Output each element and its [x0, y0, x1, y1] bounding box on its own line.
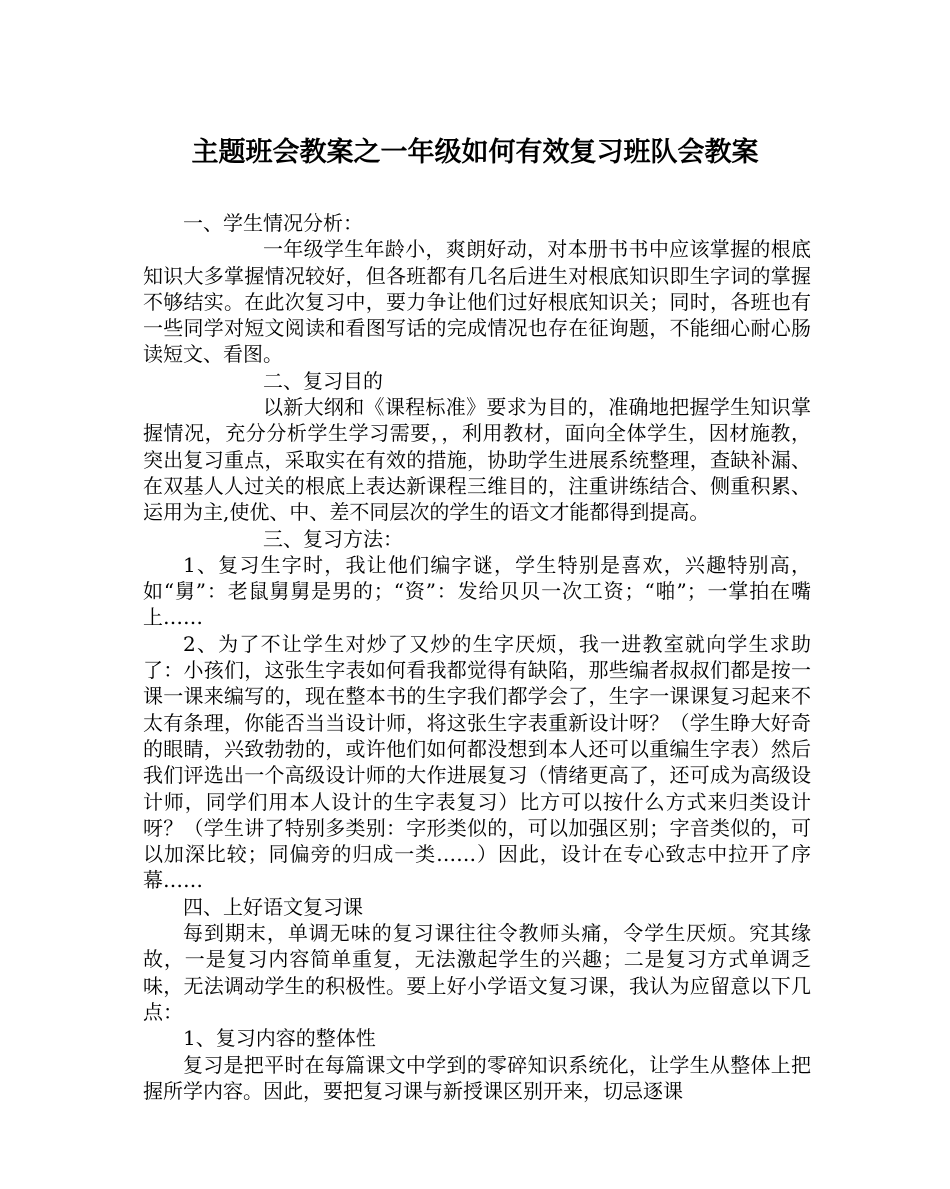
- document-body: [143, 210, 811, 1104]
- heading-content-integrity: 1、复习内容的整体性: [183, 1026, 376, 1051]
- heading-review-purpose: 二、复习目的: [263, 368, 383, 393]
- heading-review-methods: 三、复习方法：: [263, 526, 403, 551]
- paragraph-review-purpose: 以新大纲和《课程标准》要求为目的，准确地把握学生知识掌握情况，充分分析学生学习需要，，利用教材，面向全体学生，因材施教，突出复习重点，采取实在有效的措施，协助学生进展系统整理，查缺补漏、在双基人人过关的根底上表达新课程三维目的，注重讲练结合、侧重积累、运用为主,使优、中、差不同层次的学生的语文才能都得到提高。: [143, 395, 811, 525]
- heading-student-analysis: 一、学生情况分析：: [183, 211, 363, 235]
- paragraph-method-1: 1、复习生字时，我让他们编字谜，学生特别是喜欢，兴趣特别高，如“舅”：老鼠舅舅是男的；“资”：发给贝贝一次工资；“啪”；一掌拍在嘴上……: [143, 552, 811, 630]
- paragraph-review-class: 每到期末，单调无味的复习课往往令教师头痛，令学生厌烦。究其缘故，一是复习内容简单重复，无法激起学生的兴趣；二是复习方式单调乏味，无法调动学生的积极性。要上好小学语文复习课，我认为应留意以下几点：: [143, 921, 811, 1024]
- paragraph-student-analysis: 一年级学生年龄小，爽朗好动，对本册书书中应该掌握的根底知识大多掌握情况较好，但各班都有几名后进生对根底知识即生字词的掌握不够结实。在此次复习中，要力争让他们过好根底知识关；同时，各班也有一些同学对短文阅读和看图写话的完成情况也存在征询题，不能细心耐心肠读短文、看图。: [143, 237, 811, 367]
- document-title: 主题班会教案之一年级如何有效复习班队会教案: [191, 137, 759, 168]
- paragraph-content-integrity: 复习是把平时在每篇课文中学到的零碎知识系统化，让学生从整体上把握所学内容。因此，要把复习课与新授课区别开来，切忌逐课: [143, 1052, 811, 1103]
- paragraph-method-2: 2、为了不让学生对炒了又炒的生字厌烦，我一进教室就向学生求助了：小孩们，这张生字表如何看我都觉得有缺陷，那些编者叔叔们都是按一课一课来编写的，现在整本书的生字我们都学会了，生字一课课复习起来不太有条理，你能否当当设计师，将这张生字表重新设计呀？（学生睁大好奇的眼睛，兴致勃勃的，或许他们如何都没想到本人还可以重编生字表）然后我们评选出一个高级设计师的大作进展复习（情绪更高了，还可成为高级设计师，同学们用本人设计的生字表复习）比方可以按什么方式来归类设计呀？（学生讲了特别多类别：字形类似的，可以加强区别；字音类似的，可以加深比较；同偏旁的归成一类……）因此，设计在专心致志中拉开了序幕……: [143, 631, 811, 893]
- heading-review-class: 四、上好语文复习课: [183, 894, 363, 919]
